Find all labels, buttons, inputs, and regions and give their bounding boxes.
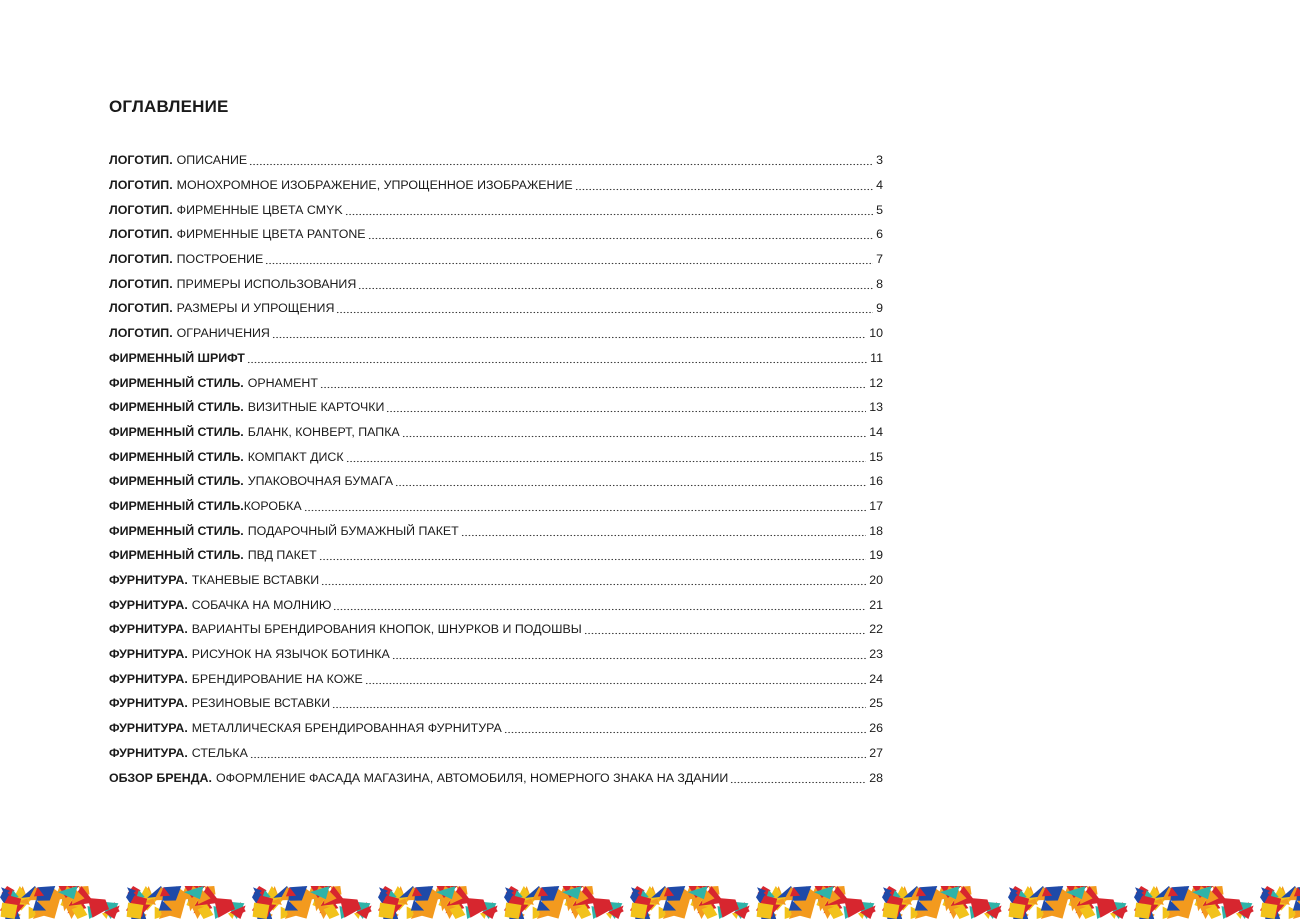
toc-entry-section: ФИРМЕННЫЙ СТИЛЬ. — [109, 375, 244, 390]
toc-page-number: 6 — [876, 227, 883, 242]
mosaic-shard — [127, 903, 144, 919]
dot-leader — [504, 722, 866, 734]
dot-leader — [395, 475, 866, 487]
dot-leader — [365, 673, 866, 685]
toc-page-number: 28 — [869, 770, 883, 785]
toc-page-number: 15 — [869, 449, 883, 464]
toc-entry[interactable] — [109, 518, 883, 543]
table-of-contents — [109, 148, 883, 790]
toc-entry[interactable] — [109, 741, 883, 766]
dot-leader — [272, 327, 866, 339]
toc-entry-section: ЛОГОТИП. — [109, 227, 173, 242]
dot-leader — [336, 302, 873, 314]
toc-page-number: 26 — [869, 721, 883, 736]
toc-page-number: 3 — [876, 153, 883, 168]
toc-entry[interactable] — [109, 346, 883, 371]
toc-entry-section: ФУРНИТУРА. — [109, 696, 188, 711]
toc-entry[interactable] — [109, 642, 883, 667]
toc-page-number: 17 — [869, 498, 883, 513]
mosaic-shard — [883, 903, 900, 919]
toc-entry-section: ЛОГОТИП. — [109, 301, 173, 316]
toc-page-number: 20 — [869, 573, 883, 588]
toc-entry-title: ВАРИАНТЫ БРЕНДИРОВАНИЯ КНОПОК, ШНУРКОВ И ПОДОШВЫ — [191, 622, 582, 637]
toc-entry[interactable] — [109, 444, 883, 469]
dot-leader — [249, 154, 873, 166]
dot-leader — [730, 772, 866, 784]
mosaic-shard — [1009, 903, 1026, 919]
toc-entry-section: ЛОГОТИП. — [109, 276, 173, 291]
toc-entry[interactable] — [109, 271, 883, 296]
toc-entry-title: КОМПАКТ ДИСК — [247, 449, 344, 464]
toc-page-number: 22 — [869, 622, 883, 637]
mosaic-shard — [1, 903, 18, 919]
mosaic-shard — [1261, 903, 1278, 919]
toc-entry-title: ОГРАНИЧЕНИЯ — [176, 326, 270, 341]
dot-leader — [304, 500, 867, 512]
toc-entry[interactable] — [109, 321, 883, 346]
dot-leader — [319, 549, 867, 561]
mosaic-shard — [631, 903, 648, 919]
toc-entry-title: БЛАНК, КОНВЕРТ, ПАПКА — [247, 424, 400, 439]
mosaic-shard — [379, 903, 396, 919]
dot-leader — [346, 451, 867, 463]
toc-entry[interactable] — [109, 592, 883, 617]
toc-entry-title: РИСУНОК НА ЯЗЫЧОК БОТИНКА — [191, 647, 390, 662]
toc-entry-section: ФИРМЕННЫЙ СТИЛЬ. — [109, 474, 244, 489]
toc-page-number: 14 — [869, 424, 883, 439]
toc-entry-title: СОБАЧКА НА МОЛНИЮ — [191, 597, 332, 612]
toc-entry[interactable] — [109, 666, 883, 691]
toc-page-number: 13 — [869, 400, 883, 415]
dot-leader — [402, 426, 867, 438]
toc-entry-section: ФУРНИТУРА. — [109, 573, 188, 588]
dot-leader — [368, 228, 874, 240]
toc-entry-title: БРЕНДИРОВАНИЕ НА КОЖЕ — [191, 671, 363, 686]
toc-entry-section: ЛОГОТИП. — [109, 178, 173, 193]
toc-page-number: 21 — [869, 597, 883, 612]
toc-entry[interactable] — [109, 296, 883, 321]
toc-entry[interactable] — [109, 469, 883, 494]
toc-entry-section: ФУРНИТУРА. — [109, 671, 188, 686]
mosaic-shard — [505, 903, 522, 919]
toc-entry-section: ФУРНИТУРА. — [109, 721, 188, 736]
dot-leader — [575, 179, 873, 191]
toc-entry[interactable] — [109, 370, 883, 395]
toc-entry-title: ПВД ПАКЕТ — [247, 548, 317, 563]
dot-leader — [461, 525, 866, 537]
toc-entry-title: ВИЗИТНЫЕ КАРТОЧКИ — [247, 400, 385, 415]
toc-entry-section: ФИРМЕННЫЙ СТИЛЬ. — [109, 498, 244, 513]
toc-entry[interactable] — [109, 691, 883, 716]
toc-page-number: 9 — [876, 301, 883, 316]
mosaic-shard — [253, 903, 270, 919]
toc-entry-title: СТЕЛЬКА — [191, 745, 248, 760]
mosaic-ornament-icon — [0, 886, 1300, 919]
toc-entry-title: РАЗМЕРЫ И УПРОЩЕНИЯ — [176, 301, 335, 316]
toc-entry-section: ФУРНИТУРА. — [109, 647, 188, 662]
dot-leader — [320, 377, 866, 389]
toc-page-number: 5 — [876, 202, 883, 217]
toc-entry-title: РЕЗИНОВЫЕ ВСТАВКИ — [191, 696, 331, 711]
dot-leader — [321, 574, 866, 586]
toc-entry[interactable] — [109, 568, 883, 593]
mosaic-shard — [757, 903, 774, 919]
page-title: ОГЛАВЛЕНИЕ — [109, 97, 229, 116]
dot-leader — [358, 278, 873, 290]
dot-leader — [250, 747, 866, 759]
toc-entry[interactable] — [109, 716, 883, 741]
toc-entry-title: ТКАНЕВЫЕ ВСТАВКИ — [191, 573, 320, 588]
toc-page-number: 27 — [869, 745, 883, 760]
toc-entry[interactable] — [109, 617, 883, 642]
toc-entry-section: ОБЗОР БРЕНДА. — [109, 770, 212, 785]
dot-leader — [345, 204, 873, 216]
toc-entry-title: ПОДАРОЧНЫЙ БУМАЖНЫЙ ПАКЕТ — [247, 523, 459, 538]
toc-page-number: 25 — [869, 696, 883, 711]
dot-leader — [247, 352, 867, 364]
toc-page-number: 24 — [869, 671, 883, 686]
toc-entry[interactable] — [109, 148, 883, 173]
toc-page-number: 18 — [869, 523, 883, 538]
toc-page-number: 8 — [876, 276, 883, 291]
toc-page-number: 23 — [869, 647, 883, 662]
toc-entry-title: ФИРМЕННЫЕ ЦВЕТА PANTONE — [176, 227, 366, 242]
toc-page-number: 19 — [869, 548, 883, 563]
toc-page-number: 12 — [869, 375, 883, 390]
toc-entry-section: ФИРМЕННЫЙ СТИЛЬ. — [109, 424, 244, 439]
toc-entry-section: ФУРНИТУРА. — [109, 597, 188, 612]
toc-entry[interactable] — [109, 420, 883, 445]
toc-entry-title: КОРОБКА — [243, 498, 302, 513]
toc-page-number: 7 — [876, 252, 883, 267]
toc-entry-section: ФУРНИТУРА. — [109, 622, 188, 637]
toc-entry-title: МОНОХРОМНОЕ ИЗОБРАЖЕНИЕ, УПРОЩЕННОЕ ИЗОБРАЖЕНИЕ — [176, 178, 573, 193]
toc-entry-section: ЛОГОТИП. — [109, 202, 173, 217]
dot-leader — [332, 697, 866, 709]
toc-entry-title: ОПИСАНИЕ — [176, 153, 248, 168]
toc-page-number: 4 — [876, 178, 883, 193]
toc-entry[interactable] — [109, 247, 883, 272]
toc-entry-title: УПАКОВОЧНАЯ БУМАГА — [247, 474, 393, 489]
toc-entry-section: ФИРМЕННЫЙ ШРИФТ — [109, 350, 245, 365]
toc-entry[interactable] — [109, 197, 883, 222]
mosaic-shard — [1135, 903, 1152, 919]
toc-entry-title: ФИРМЕННЫЕ ЦВЕТА CMYK — [176, 202, 343, 217]
dot-leader — [265, 253, 873, 265]
toc-page-number: 10 — [869, 326, 883, 341]
toc-entry-section: ФИРМЕННЫЙ СТИЛЬ. — [109, 523, 244, 538]
toc-entry-section: ЛОГОТИП. — [109, 326, 173, 341]
toc-entry-section: ФИРМЕННЫЙ СТИЛЬ. — [109, 449, 244, 464]
toc-entry[interactable] — [109, 765, 883, 790]
dot-leader — [386, 401, 866, 413]
dot-leader — [584, 623, 866, 635]
toc-entry-section: ФУРНИТУРА. — [109, 745, 188, 760]
toc-entry-title: МЕТАЛЛИЧЕСКАЯ БРЕНДИРОВАННАЯ ФУРНИТУРА — [191, 721, 502, 736]
toc-entry-title: ПОСТРОЕНИЕ — [176, 252, 264, 267]
toc-entry-title: ПРИМЕРЫ ИСПОЛЬЗОВАНИЯ — [176, 276, 357, 291]
toc-entry-section: ФИРМЕННЫЙ СТИЛЬ. — [109, 400, 244, 415]
toc-entry[interactable] — [109, 494, 883, 519]
toc-page-number: 16 — [869, 474, 883, 489]
toc-entry[interactable] — [109, 543, 883, 568]
toc-entry-title: ОФОРМЛЕНИЕ ФАСАДА МАГАЗИНА, АВТОМОБИЛЯ, НОМЕРНОГО ЗНАКА НА ЗДАНИИ — [215, 770, 729, 785]
toc-entry[interactable] — [109, 173, 883, 198]
toc-entry-section: ФИРМЕННЫЙ СТИЛЬ. — [109, 548, 244, 563]
toc-page-number: 11 — [870, 350, 883, 365]
dot-leader — [333, 599, 866, 611]
toc-entry-section: ЛОГОТИП. — [109, 153, 173, 168]
toc-entry-title: ОРНАМЕНТ — [247, 375, 318, 390]
toc-entry[interactable] — [109, 222, 883, 247]
toc-entry-section: ЛОГОТИП. — [109, 252, 173, 267]
toc-entry[interactable] — [109, 395, 883, 420]
dot-leader — [392, 648, 866, 660]
